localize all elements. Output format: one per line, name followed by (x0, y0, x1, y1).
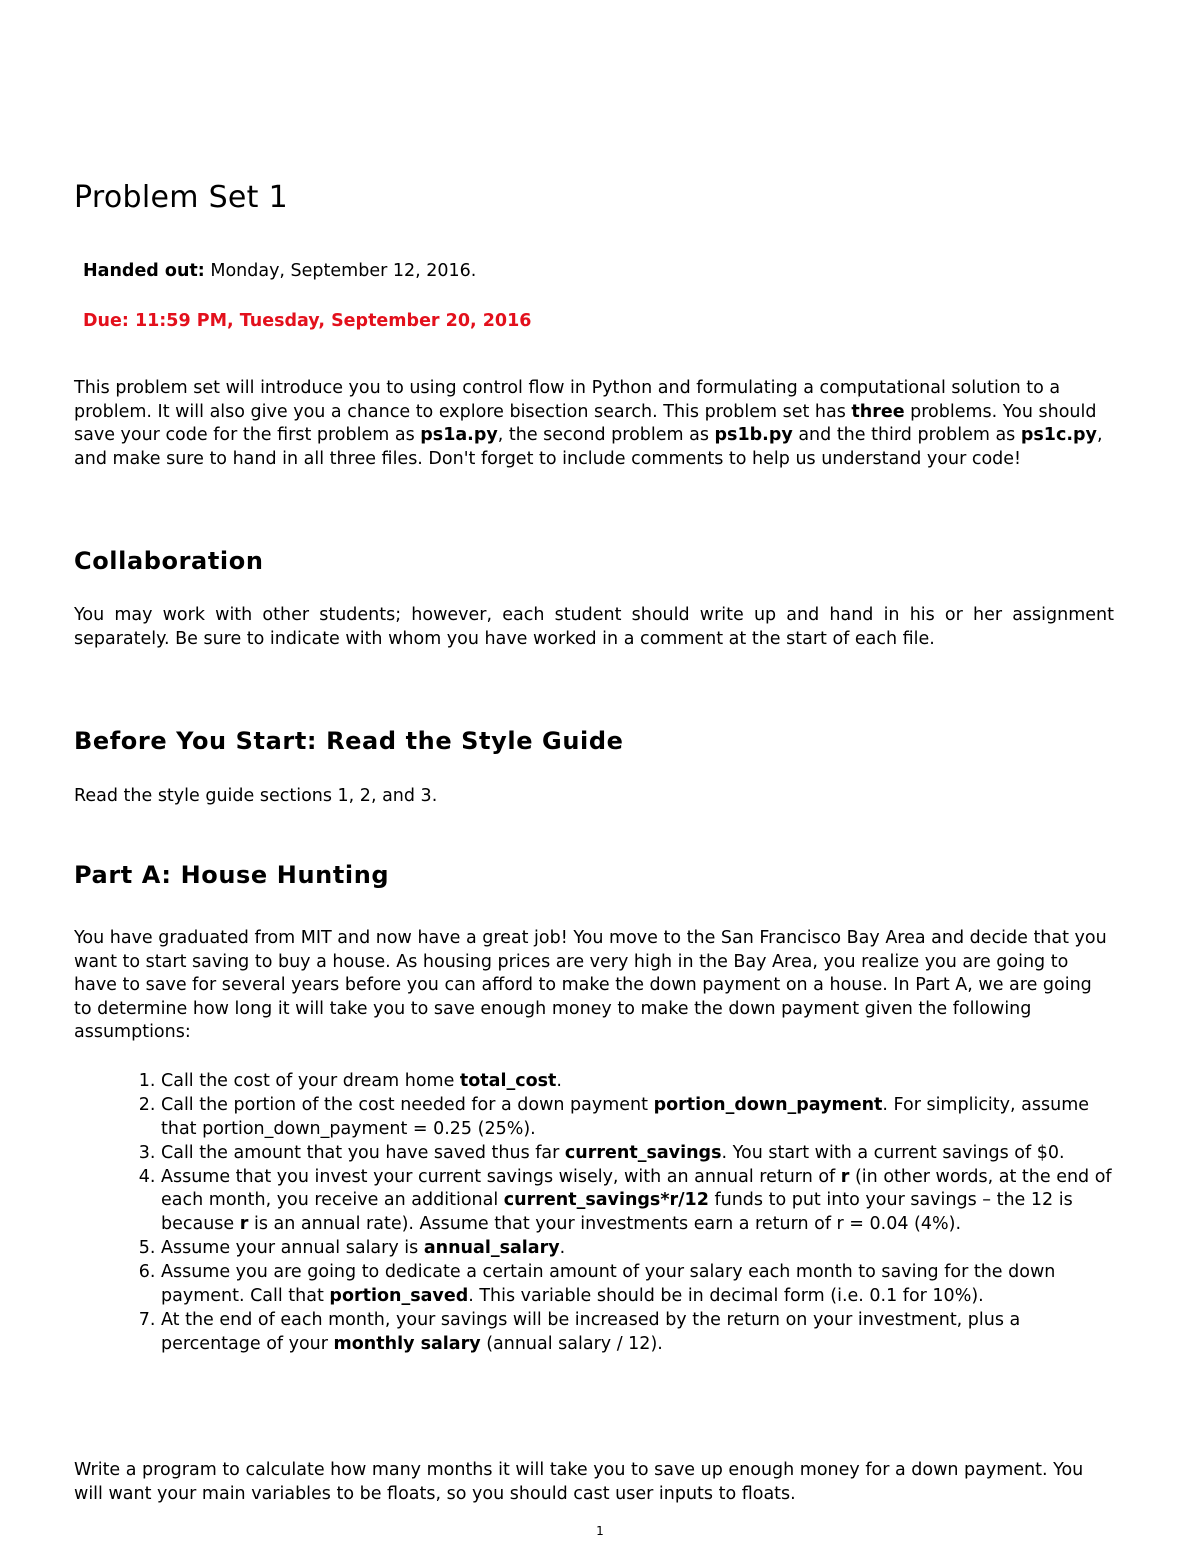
due-date-line: Due: 11:59 PM, Tuesday, September 20, 2016 (83, 311, 532, 331)
page-title: Problem Set 1 (74, 180, 288, 215)
page-number: 1 (596, 1524, 604, 1538)
problem-count: three (851, 401, 905, 422)
filename-ps1c: ps1c.py (1020, 425, 1097, 446)
collaboration-paragraph: You may work with other students; however, each student should write up and hand in his or her assignment separately. Be sure to indicate with whom you have worked in a comment at the start of each file. (74, 605, 1114, 649)
list-item: 6. Assume you are going to dedicate a certain amount of your salary each month to saving for the down payment. Call that portion_saved. This variable should be in decimal form (i.e. 0.1 for 10%). (161, 1261, 1114, 1308)
list-item: 7. At the end of each month, your savings will be increased by the return on your investment, plus a percentage of your monthly salary (annual salary / 12). (161, 1309, 1114, 1356)
style-guide-heading: Before You Start: Read the Style Guide (74, 727, 624, 755)
handed-out-date: Monday, September 12, 2016. (204, 261, 477, 281)
list-item: 1. Call the cost of your dream home total_cost. (161, 1070, 1114, 1094)
closing-paragraph: Write a program to calculate how many months it will take you to save up enough money for a down payment. You will want your main variables to be floats, so you should cast user inputs to floats. (74, 1460, 1084, 1504)
list-item: 3. Call the amount that you have saved thus far current_savings. You start with a current savings of $0. (161, 1142, 1114, 1166)
style-guide-paragraph: Read the style guide sections 1, 2, and 3. (74, 786, 438, 806)
collaboration-heading: Collaboration (74, 547, 264, 575)
part-a-paragraph: You have graduated from MIT and now have a great job! You move to the San Francisco Bay Area and decide that you want to start saving to buy a house. As housing prices are very high in the Bay Area, you realize you are going to have to save for several years before you can afford to make the down payment on a house. In Part A, we are going to determine how long it will take you to save enough money to make the down payment given the following assumptions: (74, 928, 1107, 1043)
list-item: 4. Assume that you invest your current savings wisely, with an annual return of r (in other words, at the end of each month, you receive an additional current_savings*r/12 funds to put into your savings – the 12 is because r is an annual rate). Assume that your investments earn a return of r = 0.04 (4%). (161, 1166, 1114, 1237)
handed-out-label: Handed out: (83, 261, 205, 281)
intro-paragraph: This problem set will introduce you to using control flow in Python and formulating a computational solution to a problem. It will also give you a chance to explore bisection search. This problem set has three problems. You should save your code for the first problem as ps1a.py, the second problem as ps1b.py and the third problem as ps1c.py, and make sure to hand in all three files. Don't forget to include comments to help us understand your code! (74, 378, 1103, 469)
list-item: 5. Assume your annual salary is annual_salary. (161, 1237, 1114, 1261)
filename-ps1b: ps1b.py (714, 425, 793, 446)
filename-ps1a: ps1a.py (420, 425, 498, 446)
handed-out-line (83, 261, 476, 281)
list-item: 2. Call the portion of the cost needed for a down payment portion_down_payment. For simplicity, assume that portion_down_payment = 0.25 (25%). (161, 1094, 1114, 1141)
part-a-heading: Part A: House Hunting (74, 861, 390, 889)
assumptions-list (74, 1070, 1114, 1357)
